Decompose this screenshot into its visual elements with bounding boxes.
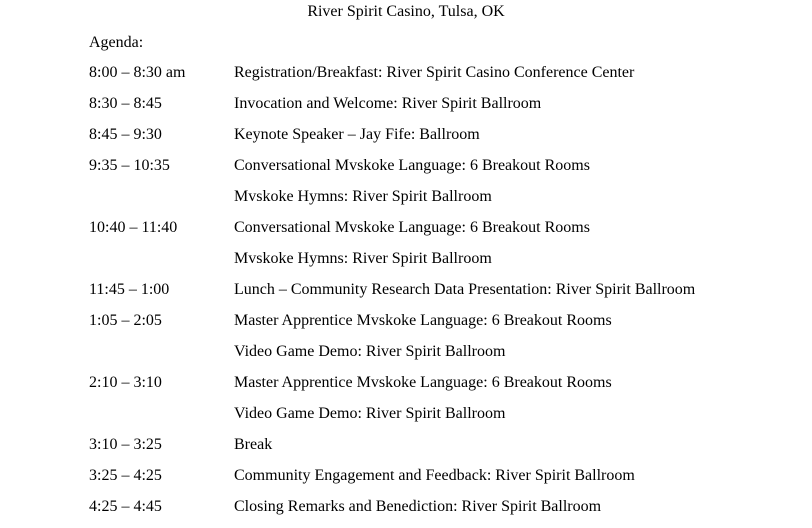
agenda-description: Lunch – Community Research Data Presentation: River Spirit Ballroom: [234, 281, 696, 298]
agenda-description: Break: [234, 436, 273, 453]
agenda-description: Conversational Mvskoke Language: 6 Breakout Rooms: [234, 219, 590, 236]
agenda-row: [0, 218, 812, 249]
agenda-description: Registration/Breakfast: River Spirit Casino Conference Center: [234, 64, 635, 81]
agenda-description: Keynote Speaker – Jay Fife: Ballroom: [234, 126, 480, 143]
agenda-row: [0, 373, 812, 404]
agenda-row: [0, 311, 812, 342]
agenda-description: Video Game Demo: River Spirit Ballroom: [234, 405, 506, 422]
agenda-time: 1:05 – 2:05: [89, 312, 162, 329]
agenda-heading: Agenda:: [89, 34, 144, 51]
agenda-row: [0, 94, 812, 125]
venue-line: River Spirit Casino, Tulsa, OK: [307, 3, 505, 20]
agenda-row: [0, 63, 812, 94]
agenda-description: Conversational Mvskoke Language: 6 Breakout Rooms: [234, 157, 590, 174]
agenda-description: Master Apprentice Mvskoke Language: 6 Breakout Rooms: [234, 312, 612, 329]
agenda-row: [0, 404, 812, 435]
agenda-time: 4:25 – 4:45: [89, 498, 162, 515]
agenda-time: 8:45 – 9:30: [89, 126, 162, 143]
agenda-time: 2:10 – 3:10: [89, 374, 162, 391]
agenda-time: 10:40 – 11:40: [89, 219, 178, 236]
agenda-row: [0, 435, 812, 466]
agenda-row: [0, 125, 812, 156]
agenda-description: Community Engagement and Feedback: River Spirit Ballroom: [234, 467, 635, 484]
agenda-time: 3:25 – 4:25: [89, 467, 162, 484]
agenda-time: 9:35 – 10:35: [89, 157, 170, 174]
agenda-row: [0, 187, 812, 218]
agenda-description: Video Game Demo: River Spirit Ballroom: [234, 343, 506, 360]
agenda-description: Mvskoke Hymns: River Spirit Ballroom: [234, 250, 492, 267]
agenda-description: Closing Remarks and Benediction: River Spirit Ballroom: [234, 498, 602, 515]
agenda-time: 8:00 – 8:30 am: [89, 64, 186, 81]
agenda-list: [0, 63, 812, 528]
agenda-time: 11:45 – 1:00: [89, 281, 170, 298]
agenda-row: [0, 466, 812, 497]
agenda-row: [0, 280, 812, 311]
agenda-time: 8:30 – 8:45: [89, 95, 162, 112]
agenda-row: [0, 249, 812, 280]
agenda-description: Mvskoke Hymns: River Spirit Ballroom: [234, 188, 492, 205]
agenda-row: [0, 156, 812, 187]
agenda-time: 3:10 – 3:25: [89, 436, 162, 453]
agenda-description: Invocation and Welcome: River Spirit Ballroom: [234, 95, 542, 112]
agenda-description: Master Apprentice Mvskoke Language: 6 Breakout Rooms: [234, 374, 612, 391]
agenda-row: [0, 342, 812, 373]
agenda-row: [0, 497, 812, 528]
